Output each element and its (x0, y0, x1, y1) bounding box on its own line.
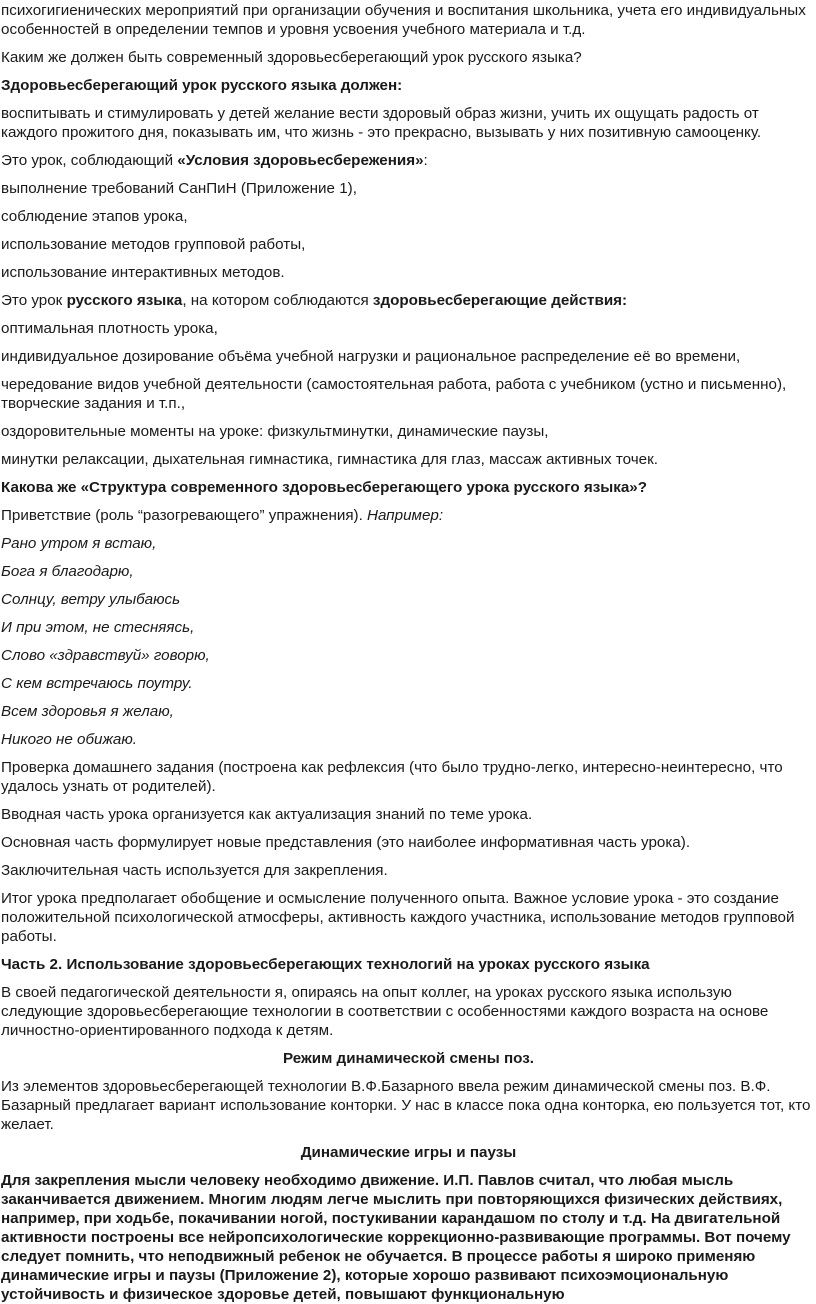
paragraph-conditions (1, 151, 816, 170)
poem-line: Рано утром я встаю, (1, 535, 157, 552)
list-item: Проверка домашнего задания (построена как рефлексия (что было трудно-легко, интересно-неинтересно, что удалось узнать от родителей). (1, 759, 783, 795)
list-item: Заключительная часть используется для закрепления. (1, 862, 388, 879)
list-item: Вводная часть урока организуется как актуализация знаний по теме урока. (1, 806, 533, 823)
list-item: оздоровительные моменты на уроке: физкультминутки, динамические паузы, (1, 423, 549, 440)
list-item: Итог урока предполагает обобщение и осмысление полученного опыта. Важное условие урока - это создание положительной психологической атмосферы, активность каждого участника, использование методов групповой работы. (1, 890, 795, 945)
poem-line: И при этом, не стесняясь, (1, 619, 195, 636)
heading-lesson-must: Здоровьесберегающий урок русского языка должен: (1, 77, 403, 94)
heading-lesson-structure: Какова же «Структура современного здоровьесберегающего урока русского языка»? (1, 479, 648, 496)
poem-line: Слово «здравствуй» говорю, (1, 647, 210, 664)
heading-part-2: Часть 2. Использование здоровьесберегающих технологий на уроках русского языка (1, 956, 650, 973)
text: Это урок, соблюдающий (1, 152, 178, 169)
poem-line: Солнцу, ветру улыбаюсь (1, 591, 181, 608)
heading-dynamic-poses: Режим динамической смены поз. (283, 1050, 534, 1067)
poem-line: Никого не обижаю. (1, 731, 138, 748)
paragraph-intro: психогигиенических мероприятий при организации обучения и воспитания школьника, учета его индивидуальных особенностей в определении темпов и уровня усвоения учебного материала и т.д. (1, 2, 806, 38)
paragraph-technologies: В своей педагогической деятельности я, опираясь на опыт коллег, на уроках русского языка использую следующие здоровьесберегающие технологии в соответствии с особенностями каждого возраста на основе личностно-ориентированного подхода к детям. (1, 984, 769, 1039)
paragraph-actions (1, 291, 816, 310)
text: , на котором соблюдаются (182, 292, 373, 309)
paragraph-lesson-goals: воспитывать и стимулировать у детей желание вести здоровый образ жизни, учить их ощущать радость от каждого прожитого дня, показывать им, что жизнь - это прекрасно, вызывать у них позитивную самооценку. (1, 105, 762, 141)
list-item: Основная часть формулирует новые представления (это наиболее информативная часть урока). (1, 834, 691, 851)
list-item: выполнение требований СанПиН (Приложение 1), (1, 180, 357, 197)
paragraph-greeting (1, 506, 816, 525)
poem-line: Всем здоровья я желаю, (1, 703, 174, 720)
example-label: Например: (367, 507, 444, 524)
list-item: использование методов групповой работы, (1, 236, 306, 253)
poem-line: Бога я благодарю, (1, 563, 134, 580)
list-item: соблюдение этапов урока, (1, 208, 188, 225)
list-item: чередование видов учебной деятельности (самостоятельная работа, работа с учебником (устно и письменно), творческие задания и т.п., (1, 376, 787, 412)
list-item: минутки релаксации, дыхательная гимнастика, гимнастика для глаз, массаж активных точек. (1, 451, 658, 468)
term-health-actions: здоровьесберегающие действия: (372, 292, 628, 309)
poem-line: С кем встречаюсь поутру. (1, 675, 193, 692)
heading-dynamic-games: Динамические игры и паузы (300, 1144, 517, 1161)
list-item: использование интерактивных методов. (1, 264, 285, 281)
conditions-term: «Условия здоровьесбережения» (177, 152, 424, 169)
list-item: оптимальная плотность урока, (1, 320, 218, 337)
term-russian-language: русского языка (66, 292, 183, 309)
text: : (423, 152, 428, 169)
text: Приветствие (роль “разогревающего” упражнения). (1, 507, 368, 524)
text: Это урок (1, 292, 67, 309)
paragraph-movement: Для закрепления мысли человеку необходимо движение. И.П. Павлов считал, что любая мысль заканчивается движением. Многим людям легче мыслить при повторяющихся физических действиях, например, при ходьбе, покачивании ногой, постукивании карандашом по столу и т.д. На двигательной активности построены все нейропсихологические коррекционно-развивающие программы. Вот почему следует помнить, что неподвижный ребенок не обучается. В процессе работы я широко применяю динамические игры и паузы (Приложение 2), которые хорошо развивают психоэмоциональную устойчивость и физическое здоровье детей, повышают функциональную (1, 1172, 791, 1303)
question-modern-lesson: Каким же должен быть современный здоровьесберегающий урок русского языка? (1, 49, 582, 66)
paragraph-bazarny: Из элементов здоровьесберегающей технологии В.Ф.Базарного ввела режим динамической смены поз. В.Ф. Базарный предлагает вариант использование конторки. У нас в классе пока одна конторка, ею пользуется тот, кто желает. (1, 1078, 811, 1133)
list-item: индивидуальное дозирование объёма учебной нагрузки и рациональное распределение её во времени, (1, 348, 741, 365)
